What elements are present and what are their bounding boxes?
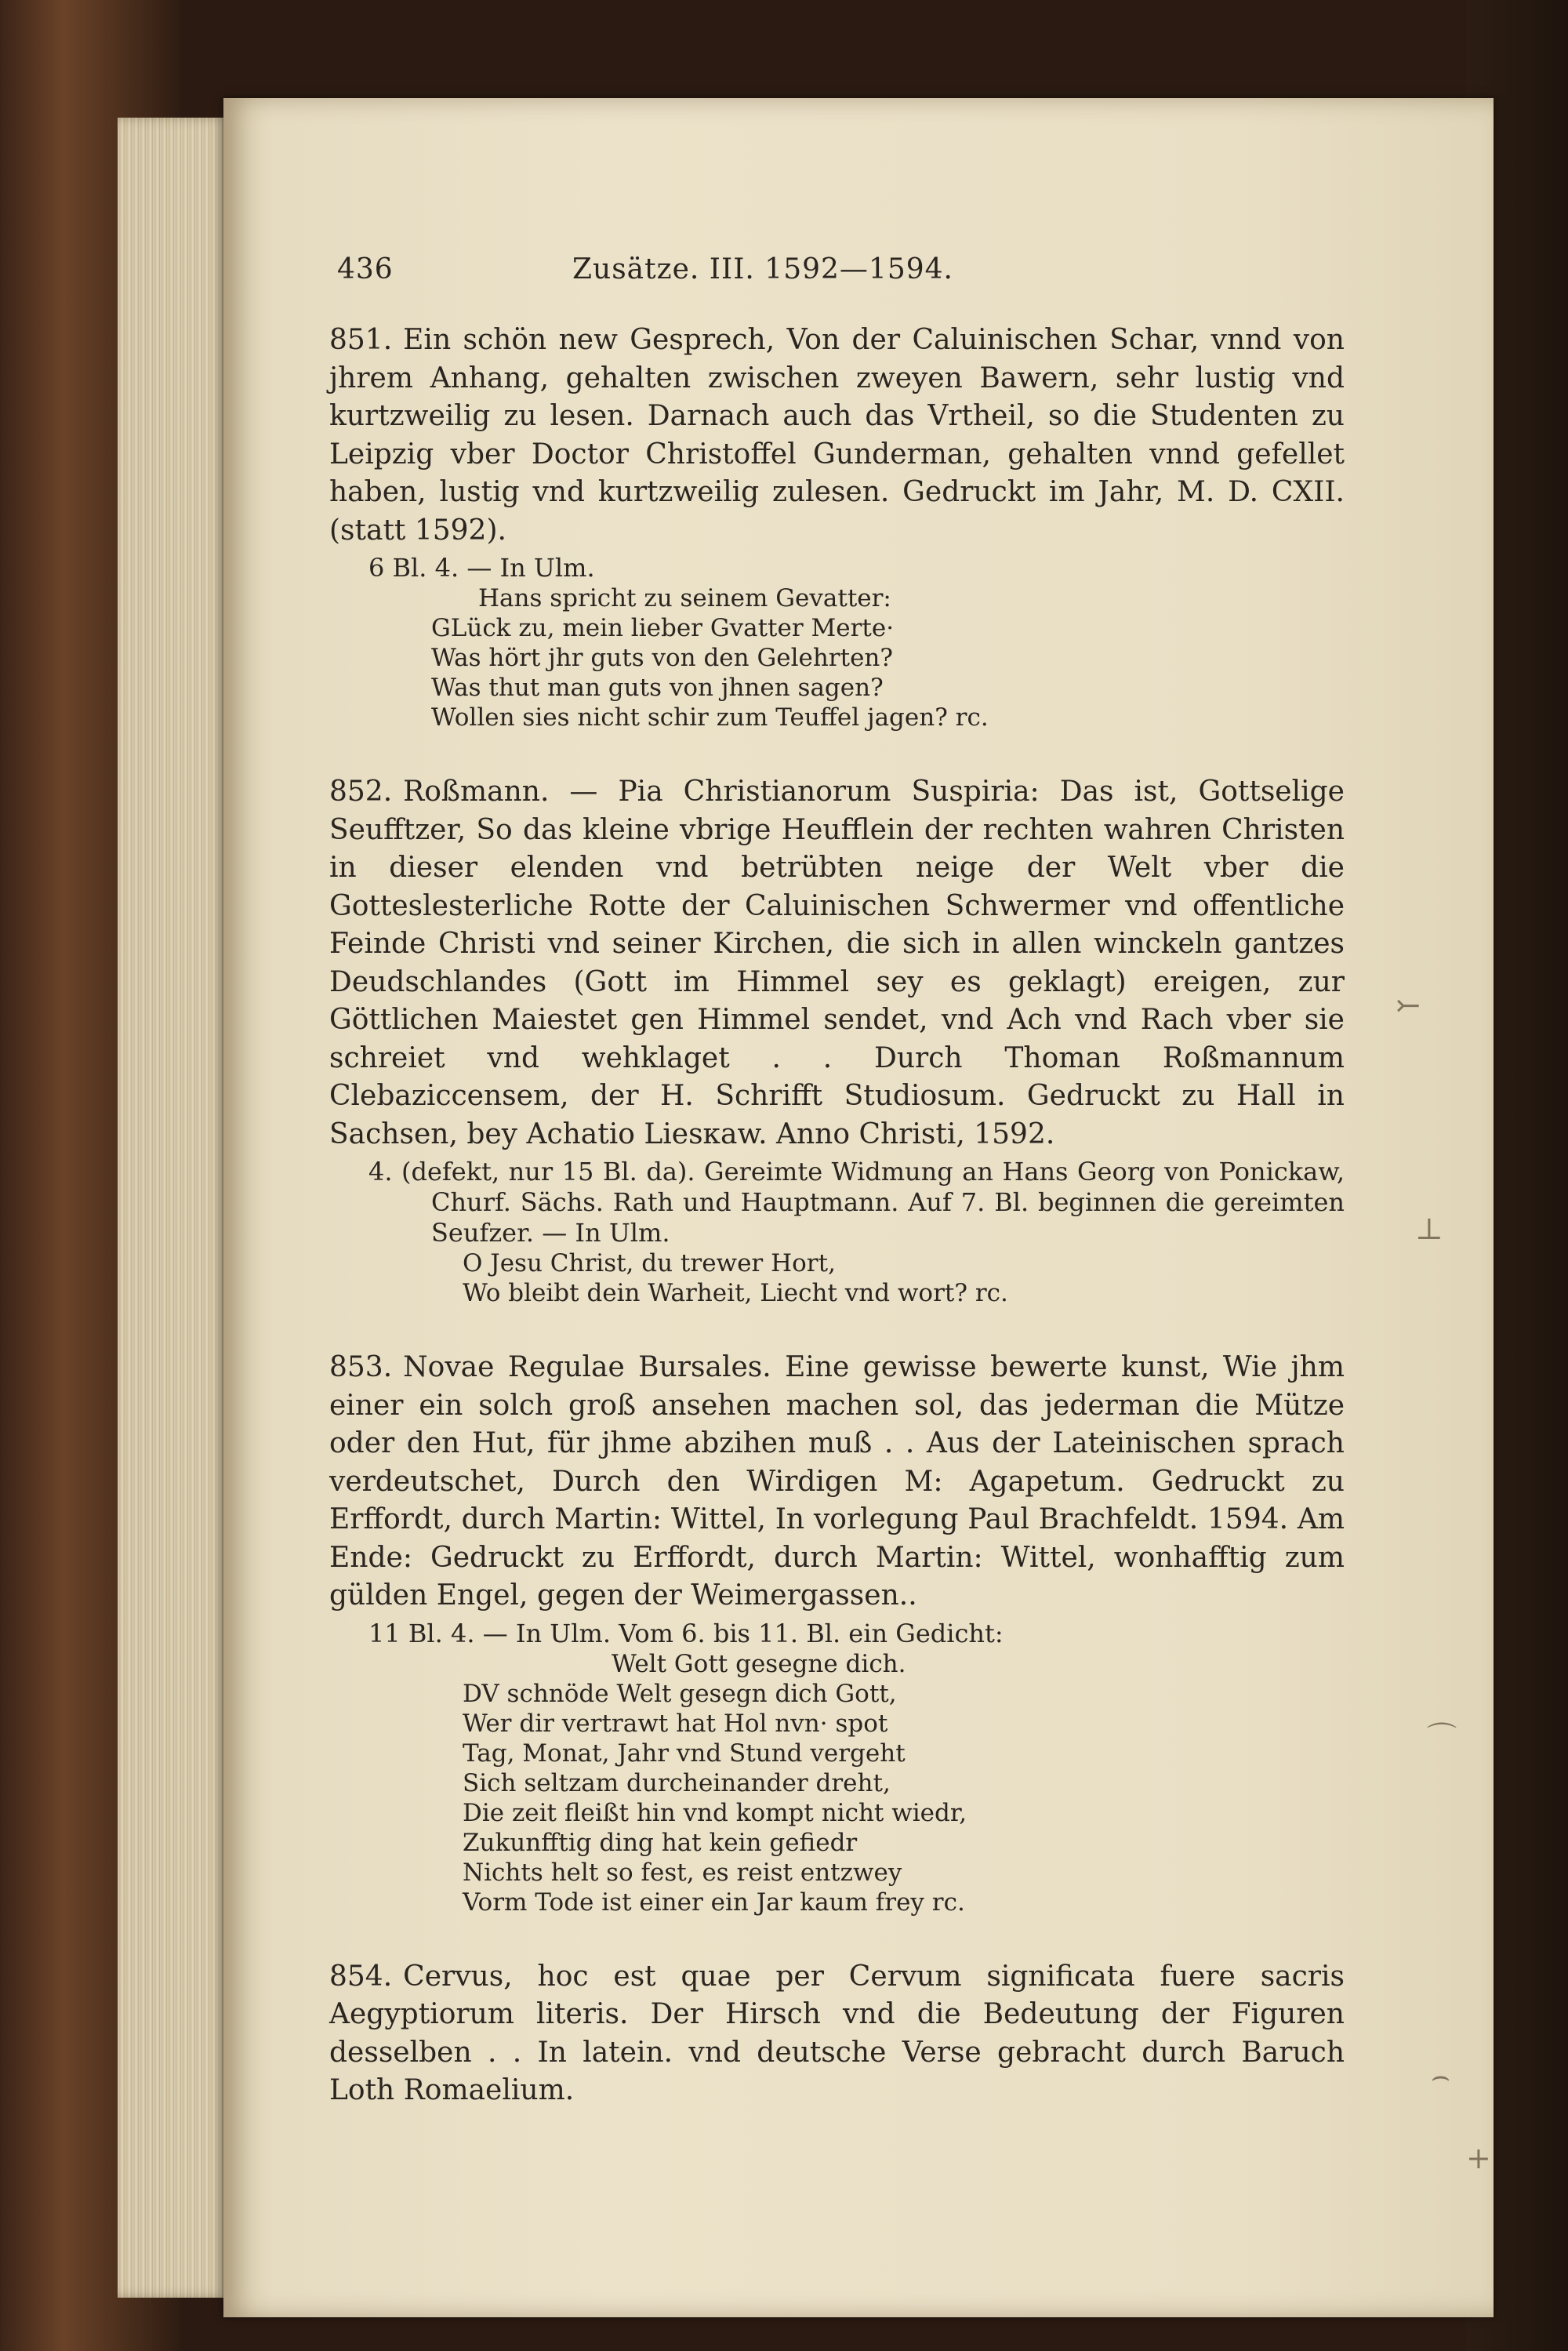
entry-852 [329,773,1345,1308]
page-number: 436 [337,253,394,285]
entry-number: 853. [329,1351,393,1383]
verse-line: Vorm Tode ist einer ein Jar kaum frey rc. [463,1888,965,1917]
entry-number: 852. [329,776,393,808]
verse-line: Was thut man guts von jhnen sagen? [431,674,884,702]
entry-text [329,322,1345,550]
entry-note [329,1619,1345,1649]
entry-text [329,1958,1345,2110]
verse-intro: Welt Gott gesegne dich. [612,1649,906,1678]
page-content [329,322,1345,2151]
entry-text [329,773,1345,1154]
verse-line: Wer dir vertrawt hat Hol nvn· spot [463,1709,888,1738]
margin-mark-icon: ⌢ [1431,2058,1451,2093]
margin-mark-icon: ⊥ [1415,1212,1443,1246]
margin-mark-icon: + [1466,2141,1491,2175]
entry-note-text: 11 Bl. 4. — In Ulm. Vom 6. bis 11. Bl. ein Gedicht: [368,1618,1004,1648]
page-header [337,253,1309,300]
entry-853 [329,1349,1345,1917]
verse-intro: Hans spricht zu seinem Gevatter: [478,584,891,612]
entry-title: Novae Regulae Bursales. Eine gewisse bewerte kunst, Wie jhm einer ein solch groß ansehen machen sol, das jederman die Mütze oder den Hut, für jhme abzihen muß . . Aus der Lateinischen sprach verdeutschet, Durch den Wirdigen M: Agapetum. Gedruckt zu Erffordt, durch Martin: Wittel, In vorlegung Paul Brachfeldt. 1594. Am Ende: Gedruckt zu Erffordt, durch Martin: Wittel, wonhafftig zum gülden Engel, gegen der Weimergassen.. [329,1351,1345,1612]
verse-line: Zukunfftig ding hat kein gefiedr [463,1828,858,1857]
verse-line: Wo bleibt dein Warheit, Liecht vnd wort? rc. [463,1279,1008,1307]
entry-text [329,1349,1345,1615]
entry-854 [329,1958,1345,2110]
verse-line: DV schnöde Welt gesegn dich Gott, [463,1679,897,1708]
verse-line: Die zeit fleißt hin vnd kompt nicht wiedr, [463,1798,967,1827]
verse-block [431,583,1345,732]
verse-block [463,1248,1345,1308]
verse-line: GLück zu, mein lieber Gvatter Merte· [431,614,895,642]
verse-line: Nichts helt so fest, es reist entzwey [463,1858,902,1887]
verse-block [463,1649,1345,1917]
verse-line: Sich seltzam durcheinander dreht, [463,1768,891,1797]
entry-851 [329,322,1345,732]
entry-number: 854. [329,1960,393,1993]
entry-note [329,1157,1345,1248]
margin-mark-icon: ⤚ [1396,988,1421,1023]
entry-title: Cervus, hoc est quae per Cervum significata fuere sacris Aegyptiorum literis. Der Hirsch vnd die Bedeutung der Figuren desselben . . In latein. vnd deutsche Verse gebracht durch Baruch Loth Romaelium. [329,1960,1345,2106]
verse-line: Was hört jhr guts von den Gelehrten? [431,644,893,672]
verse-line: Tag, Monat, Jahr vnd Stund vergeht [463,1739,906,1768]
entry-title: Ein schön new Gespreсh, Von der Caluinischen Schar, vnnd von jhrem Anhang, gehalten zwischen zweyen Bawern, sehr lustig vnd kurtzweilig zu lesen. Darnach auch das Vrtheil, so die Studenten zu Leipzig vber Doctor Christoffel Gunderman, gehalten vnnd gefellet haben, lustig vnd kurtzweilig zulesen. Gedruckt im Jahr, M. D. CXII. (statt 1592). [329,324,1345,547]
book-page [223,98,1494,2317]
entry-number: 851. [329,324,393,356]
entry-note-text: 4. (defekt, nur 15 Bl. da). Gereimte Widmung an Hans Georg von Ponickaw, Churf. Sächs. Rath und Hauptmann. Auf 7. Bl. beginnen die gereimten Seufzer. — In Ulm. [368,1157,1345,1248]
running-title: Zusätze. III. 1592—1594. [572,253,953,285]
page-edges [118,118,227,2298]
verse-line: O Jesu Christ, du trewer Hort, [463,1249,836,1277]
entry-title: Roßmann. — Pia Christianorum Suspiria: Das ist, Gottselige Seufftzer, So das kleine vbrige Heufflein der rechten wahren Christen in dieser elenden vnd betrübten neige der Welt vber die Gotteslesterliche Rotte der Caluinischen Schwermer vnd offentliche Feinde Christi vnd seiner Kirchen, die sich in allen winckeln gantzes Deudschlandes (Gott im Himmel sey es geklagt) ereigen, zur Göttlichen Maiestet gen Himmel sendet, vnd Ach vnd Rach vber sie schreiet vnd wehklaget . . Durch Thoman Roßmannum Clebaziccensem, der H. Schrifft Studiosum. Gedruckt zu Hall in Sachsen, bey Achatio Liesкaw. Anno Christi, 1592. [329,776,1345,1150]
entry-note [329,553,1345,583]
margin-mark-icon: ⌒ [1427,1721,1457,1755]
verse-line: Wollen sies nicht schir zum Teuffel jagen? rc. [431,703,989,732]
entry-note-text: 6 Bl. 4. — In Ulm. [368,553,595,583]
